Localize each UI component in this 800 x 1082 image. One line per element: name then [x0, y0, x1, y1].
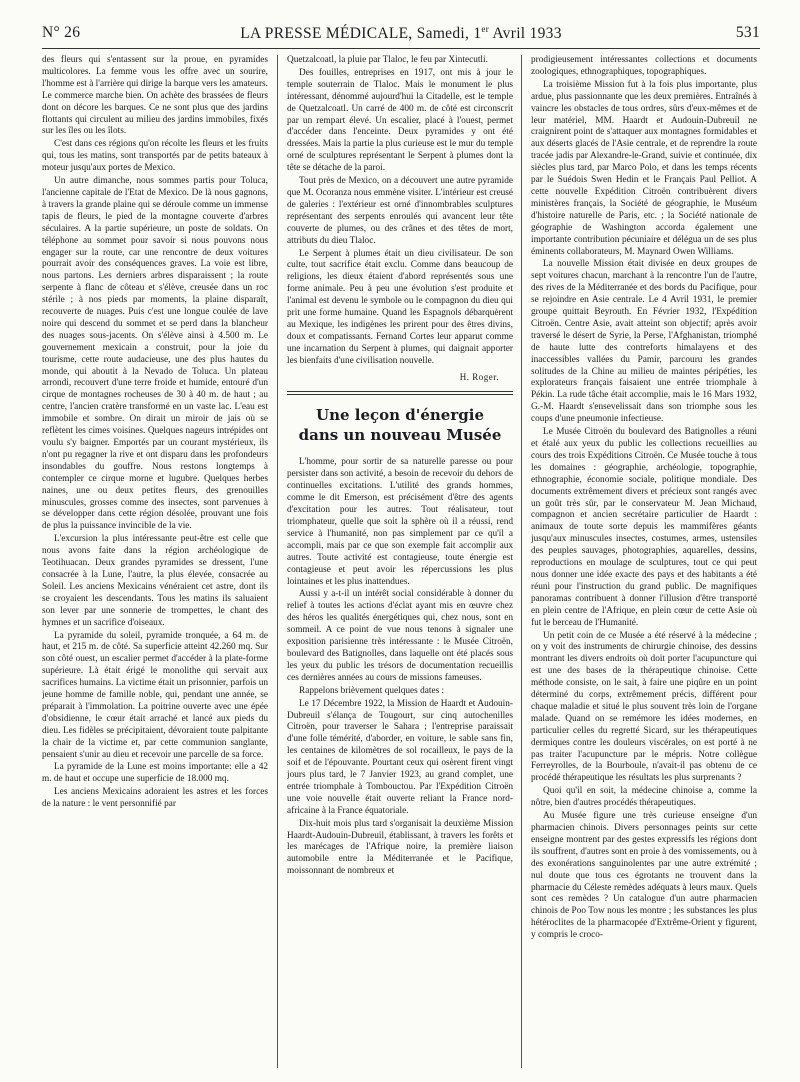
column-3: [531, 55, 757, 1072]
paragraph: La pyramide du soleil, pyramide tronquée, a 64 m. de haut, et 215 m. de côté. Sa superficie atteint 42.260 mq. Sur son côté ouest, un escalier permet d'accéder à la plate-forme supérieure. Là était érigé le monolithe qui servait aux sacrifices humains. La victime était un prisonnier, parfois un jeune homme de famille noble, qui, pendant une année, se préparait à l'immolation. La poitrine ouverte avec une épée d'obsidienne, le cœur était arraché et lancé aux pieds du dieu. Les fidèles se précipitaient, dévoraient toute palpitante la chair de la victime et, par cette communion sanglante, pensaient s'unir au dieu et recevoir une parcelle de sa force.: [42, 630, 268, 760]
paragraph: Un autre dimanche, nous sommes partis pour Toluca, l'ancienne capitale de l'Etat de Mexico. De là nous gagnons, à travers la grande plaine qui se déroule comme un immense tapis de fleurs, le pied de la montagne couverte d'arbres séculaires. A la partie supérieure, un poste de soldats. On téléphone au sommet pour savoir si nous pouvons nous engager sur la route, car une rencontre de deux voitures pourrait avoir des conséquences graves. La voie est libre, nous partons. Les derniers arbres disparaissent ; la route serpente à flanc de côteau et s'élève, creusée dans un roc stérile ; à nos pieds par moments, la plaine disparaît, recouverte de nuages. Puis c'est une longue coulée de lave noire qui descend du sommet et se perd dans la blancheur des nuages sous-jacents. On s'élève ainsi à 4.500 m. Le gouvernement mexicain a construit, pour la joie du tourisme, cette route audacieuse, une des plus hautes du monde, qui aboutit à la Nevado de Toluca. Un plateau arrondi, recouvert d'une terre froide et humide, entouré d'un cirque de montagnes rocheuses de 30 à 40 m. de haut ; au centre, l'ancien cratère transformé en un vaste lac. L'eau est immobile et sombre. On dirait un miroir de jais où se reflètent les cimes voisines. Quelques nageurs intrépides ont voulu s'y baigner. Emportés par un courant mystérieux, ils n'ont pu regagner la rive et ont disparu dans les profondeurs insondables du gouffre. Nous restons longtemps à contempler ce cirque morne et lugubre. Quelques herbes naines, une ou deux petites fleurs, des grenouilles minuscules, grosses comme des insectes, sont parvenues à se développer dans cette région désolée, prouvant une fois de plus la puissance invincible de la vie.: [42, 176, 268, 532]
paragraph: Quetzalcoatl, la pluie par Tlaloc, le feu par Xintecutli.: [287, 55, 488, 65]
article-title: [287, 405, 513, 445]
paragraph: Le Serpent à plumes était un dieu civilisateur. De son culte, tout sacrifice était exclu. Comme dans beaucoup de religions, les dieux étaient d'abord représentés sous une forme animale. Peu à peu une évolution s'est produite et l'animal est devenu le symbole ou le compagnon du dieu qui prit une forme humaine. Quand les Espagnols débarquèrent au Mexique, les indigènes les prirent pour des êtres divins, doux et compatissants. Fernand Cortes leur apparut comme une incarnation du Serpent à plumes, qui daignait apporter les bienfaits d'une civilisation nouvelle.: [287, 248, 513, 366]
paragraph: des fleurs qui s'entassent sur la proue, en pyramides multicolores. La femme vous les offre avec un sourire, l'homme est à l'arrière qui dirige la barque vers les amateurs. Le commerce marche bien. On achète des brassées de fleurs dont on décore les barques. Ce ne sont plus que des jardins flottants qui circulent au milieu des jardins immobiles, fixés sur les îles ou les îlots.: [42, 55, 268, 137]
column-divider-1: [277, 55, 278, 1068]
paragraph: L'excursion la plus intéressante peut-être est celle que nous avons faite dans la région archéologique de Teotihuacan. Deux grandes pyramides se dressent, l'une consacrée à la Lune, l'autre, la plus élevée, consacrée au Soleil. Les anciens Mexicains vénéraient cet astre, dont ils se croyaient les descendants. Tous les matins ils saluaient son lever par une sonnerie de trompettes, le chant des hymnes et un sacrifice d'oiseaux.: [42, 534, 268, 628]
paragraph: Les anciens Mexicains adoraient les astres et les forces de la nature : le vent personnifié par: [42, 787, 268, 810]
column-2-top-text: [287, 55, 513, 368]
paragraph: L'homme, pour sortir de sa naturelle paresse ou pour persister dans son activité, a besoin de recevoir du dehors de continuelles excitations. L'utilité des grands hommes, comme le dit Emerson, est précisément d'être des agents d'excitation pour les autres. Tout réalisateur, tout triomphateur, quelle que soit la sphère où il a réussi, rend service à l'humanité, non pas simplement par ce qu'il a accompli, mais par ce que son exemple fait accomplir aux autres. Toute activité est contagieuse, toute énergie est contagieuse et peut avoir les répercussions les plus lointaines et les plus inattendues.: [287, 457, 513, 587]
paragraph: Tout près de Mexico, on a découvert une autre pyramide que M. Ocoranza nous emmène visiter. L'intérieur est creusé de galeries : l'extérieur est orné d'innombrables sculptures représentant des serpents enroulés qui avancent leur tête couverte de plumes, ou des crânes et des têtes de mort, attributs du dieu Tlaloc.: [287, 176, 513, 246]
article-signature: H. Roger.: [459, 371, 499, 382]
paragraph: Le Musée Citroën du boulevard des Batignolles a réuni et étalé aux yeux du public les collections recueillies au cours des trois Expéditions Citroën. Ce Musée touche à tous les domaines : géographie, archéologie, topographie, ethnographie, économie sociale, politique mondiale. Des documents extrêmement divers et précieux sont rangés avec un goût très sûr, par le conservateur M. Jean Michaud, compagnon et ancien secrétaire particulier de Haardt : animaux de toute sorte depuis les mammifères géants jusqu'aux minuscules insectes, costumes, armes, ustensiles des peuples sauvages, photographies, aquarelles, dessins, reproductions en moulage de sculptures, tout ce qui peut nous donner une idée exacte des pays et des habitants a été réuni pour l'instruction du grand public. De magnifiques panoramas contribuent à donner l'illusion d'être transporté en plein centre de l'Afrique, en plein cœur de cette Asie où fut le berceau de l'Humanité.: [531, 427, 757, 628]
article-title-line-2: dans un nouveau Musée: [298, 426, 502, 445]
paragraph: Un petit coin de ce Musée a été réservé à la médecine ; on y voit des instruments de chirurgie chinoise, des dessins montrant les divers endroits où doit porter l'acupuncture qui est une des bases de la thérapeutique chinoise. Cette méthode consiste, on le sait, à faire une piqûre en un point déterminé du corps, extrêmement précis, différent pour chaque maladie et situé le plus souvent très loin de l'organe malade. Quand on se remémore les idées modernes, en particulier celles du regretté Sicard, sur les thérapeutiques dermiques contre les douleurs viscérales, on est porté à ne pas traiter l'acupuncture par le mépris. Notre collègue Ferreyrolles, de la Bourboule, n'avait-il pas obtenu de ce procédé thérapeutique les résultats les plus surprenants ?: [531, 630, 757, 784]
date-superscript: er: [481, 24, 490, 34]
date-rest: Avril 1933: [489, 25, 562, 43]
paragraph: Quoi qu'il en soit, la médecine chinoise a, comme la nôtre, bien d'autres procédés thérapeutiques.: [531, 786, 757, 809]
column-2: [287, 55, 513, 1072]
issue-number: N° 26: [42, 24, 81, 41]
paragraph: Des fouilles, entreprises en 1917, ont mis à jour le temple souterrain de Tlaloc. Mais le monument le plus intéressant, dénommé aujourd'hui la Citadelle, est le temple de Quetzalcoatl. Un carré de 400 m. de côté est circonscrit par un rempart élevé. Un escalier, placé à l'ouest, permet d'accéder dans l'enceinte. Deux pyramides y ont été dressées. Mais la partie la plus curieuse est le mur du temple orné de sculptures représentant le Serpent à plumes dont la tête se détache de la paroi.: [287, 67, 513, 174]
page-header: [42, 22, 760, 46]
page-number: 531: [735, 24, 760, 41]
column-2-article-text: [287, 457, 513, 878]
paragraph: La pyramide de la Lune est moins importante: elle a 42 m. de haut et occupe une superficie de 18.000 mq.: [42, 762, 268, 785]
journal-title-date: [42, 24, 760, 43]
header-rule: [42, 48, 760, 49]
article-separator-bottom: [287, 394, 513, 395]
paragraph: Le 17 Décembre 1922, la Mission de Haardt et Audouin-Dubreuil s'élança de Tougourt, sur cinq autochenilles Citroën, pour traverser le Sahara ; l'entreprise paraissait d'une folle témérité, d'aborder, en voiture, le sable sans fin, les centaines de kilomètres de sol rocailleux, le pays de la soif et de l'épouvante. Pourtant ceux qui osèrent firent vingt jours plus tard, le 7 Janvier 1923, au grand complet, une entrée triomphale à Tombouctou. Par l'Expédition Citroën une voie nouvelle était ouverte reliant la France nord-africaine à la France équatoriale.: [287, 698, 513, 816]
article-title-line-1: Une leçon d'énergie: [316, 406, 484, 425]
paragraph: Aussi y a-t-il un intérêt social considérable à donner du relief à toutes les actions d'éclat ayant mis en œuvre chez des héros les qualités énergétiques qui, chez nous, sont en sommeil. A ce point de vue nous tenons à signaler une exposition parisienne très intéressante : le Musée Citroën, boulevard des Batignolles, dans laquelle ont été placés sous les yeux du public les trésors de documentation recueillis ces dernières années au cours de missions fameuses.: [287, 589, 513, 683]
paragraph: Au Musée figure une très curieuse enseigne d'un pharmacien chinois. Divers personnages peints sur cette enseigne montrent par des gestes expressifs les régions dont ils souffrent, d'autres sont en proie à des vomissements, ou à des exonérations sanguinolentes par une autre extrémité ; nul doute que tous ces égrotants ne trouvent dans la pharmacie du Céleste remèdes adéquats à leurs maux. Quels sont ces remèdes ? Un catalogue d'un autre pharmacien chinois de Poo Tow nous les montre ; les substances les plus hétéroclites de la pharmacopée d'Extrême-Orient y figurent, y compris le croco-: [531, 811, 757, 941]
paragraph: La troisième Mission fut à la fois plus importante, plus ardue, plus passionnante que les deux premières. Entraînés à vaincre les obstacles de tous ordres, sûrs d'eux-mêmes et de leur matériel, MM. Haardt et Audouin-Dubreuil ne craignirent point de s'attaquer aux montagnes formidables et aux déserts glacés de l'Asie centrale, et de reprendre la route tracée jadis par Alexandre-le-Grand, suivie et continuée, dix siècles plus tard, par Marco Polo, et dans les temps récents par le Suédois Swen Hedin et le Français Paul Pelliot. A cette nouvelle Expédition Citroën contribuèrent divers ministères français, la Société de géographie, le Muséum d'histoire naturelle de Paris, etc. ; la Société nationale de géographie de Washington accorda également une importante contribution pécuniaire et délégua un de ses plus éminents collaborateurs, M. Maynard Owen Williams.: [531, 79, 757, 257]
article-separator-top: [287, 391, 513, 392]
paragraph: Dix-huit mois plus tard s'organisait la deuxième Mission Haardt-Audouin-Dubreuil, établissant, à travers les forêts et les marécages de l'Afrique noire, la première liaison automobile entre la Méditerranée et le Pacifique, moissonnant de nombreux et: [287, 818, 513, 877]
paragraph: La nouvelle Mission était divisée en deux groupes de sept voitures chacun, marchant à la rencontre l'un de l'autre, des rives de la Méditerranée et des bords du Pacifique, pour se rejoindre en Asie centrale. Le 4 Avril 1931, le premier groupe quittait Beyrouth. En Février 1932, l'Expédition Citroën. Centre Asie, avait atteint son objectif; après avoir traversé le désert de Syrie, la Perse, l'Afghanistan, triomphé de haute lutte des contreforts himalayens et des inaccessibles vallées du Pamir, parcouru les grandes solitudes de la Chine au milieu de maintes péripéties, les explorateurs français faisaient une entrée triomphale à Pékin. La rude tâche était accomplie, mais le 16 Mars 1932, G.-M. Haardt s'ensevelissait dans son triomphe sous les coups d'une pneumonie infectieuse.: [531, 259, 757, 425]
paragraph: prodigieusement intéressantes collections et documents zoologiques, ethnographiques, topographiques.: [531, 55, 757, 77]
paragraph: Rappelons brièvement quelques dates :: [299, 685, 445, 696]
column-1: [42, 55, 268, 1072]
column-divider-2: [521, 55, 522, 1068]
paragraph: C'est dans ces régions qu'on récolte les fleurs et les fruits qui, tous les matins, sont transportés par de petits bateaux à moteur jusqu'aux portes de Mexico.: [42, 139, 268, 174]
journal-title: LA PRESSE MÉDICALE, Samedi, 1: [240, 25, 482, 43]
